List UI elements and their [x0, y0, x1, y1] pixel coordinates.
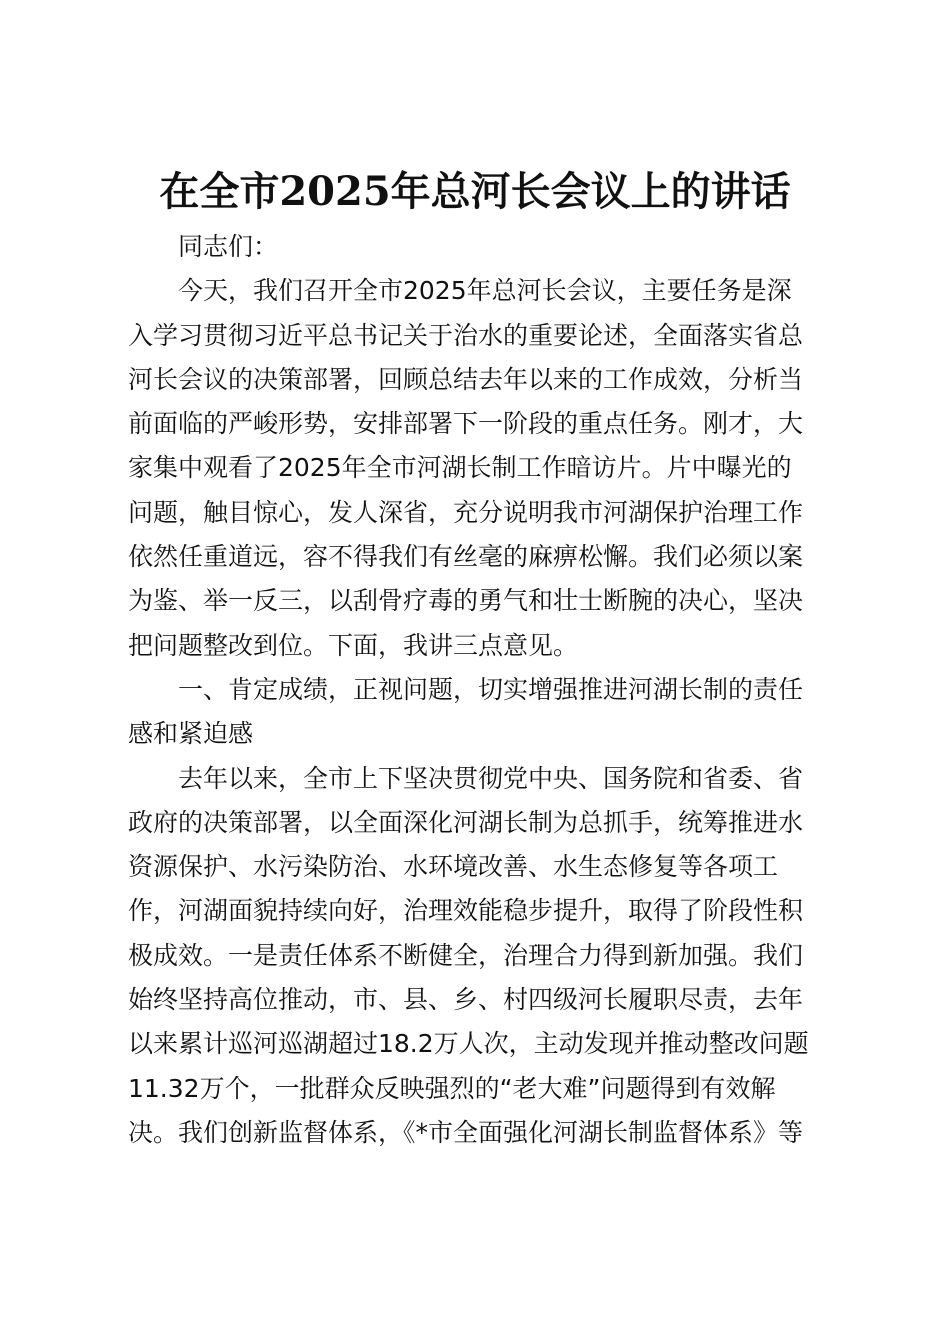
- section-heading-line: 感和紧迫感: [128, 719, 254, 749]
- paragraph-line: 今天，我们召开全市2025年总河长会议，主要任务是深: [178, 276, 792, 306]
- paragraph-line: 作，河湖面貌持续向好，治理效能稳步提升，取得了阶段性积: [128, 896, 804, 926]
- paragraph-line: 问题，触目惊心，发人深省，充分说明我市河湖保护治理工作: [128, 497, 804, 527]
- section-heading-line: 一、肯定成绩，正视问题，切实增强推进河湖长制的责任: [178, 674, 804, 704]
- paragraph-line: 河长会议的决策部署，回顾总结去年以来的工作成效，分析当: [128, 364, 804, 394]
- document-body: [128, 225, 828, 1155]
- paragraph-line: 决。我们创新监督体系，《*市全面强化河湖长制监督体系》等: [128, 1117, 804, 1147]
- paragraph-line: 11.32万个，一批群众反映强烈的“老大难”问题得到有效解: [128, 1073, 776, 1103]
- paragraph-line: 为鉴、举一反三，以刮骨疗毒的勇气和壮士断腕的决心，坚决: [128, 586, 804, 616]
- paragraph-line: 极成效。一是责任体系不断健全，治理合力得到新加强。我们: [128, 940, 804, 970]
- paragraph-line: 把问题整改到位。下面，我讲三点意见。: [128, 630, 579, 660]
- paragraph-line: 家集中观看了2025年全市河湖长制工作暗访片。片中曝光的: [128, 453, 792, 483]
- paragraph-line: 始终坚持高位推动，市、县、乡、村四级河长履职尽责，去年: [128, 985, 804, 1015]
- paragraph-line: 去年以来，全市上下坚决贯彻党中央、国务院和省委、省: [178, 763, 804, 793]
- paragraph-line: 入学习贯彻习近平总书记关于治水的重要论述，全面落实省总: [128, 320, 804, 350]
- document-title: 在全市2025年总河长会议上的讲话: [159, 168, 791, 215]
- paragraph-line: 资源保护、水污染防治、水环境改善、水生态修复等各项工: [128, 852, 779, 882]
- paragraph-line: 前面临的严峻形势，安排部署下一阶段的重点任务。刚才，大: [128, 409, 804, 439]
- paragraph-line: 依然任重道远，容不得我们有丝毫的麻痹松懈。我们必须以案: [128, 542, 804, 572]
- paragraph-line: 以来累计巡河巡湖超过18.2万人次，主动发现并推动整改问题: [128, 1029, 809, 1059]
- paragraph-line: 政府的决策部署，以全面深化河湖长制为总抓手，统筹推进水: [128, 807, 804, 837]
- salutation-line: 同志们：: [178, 232, 279, 261]
